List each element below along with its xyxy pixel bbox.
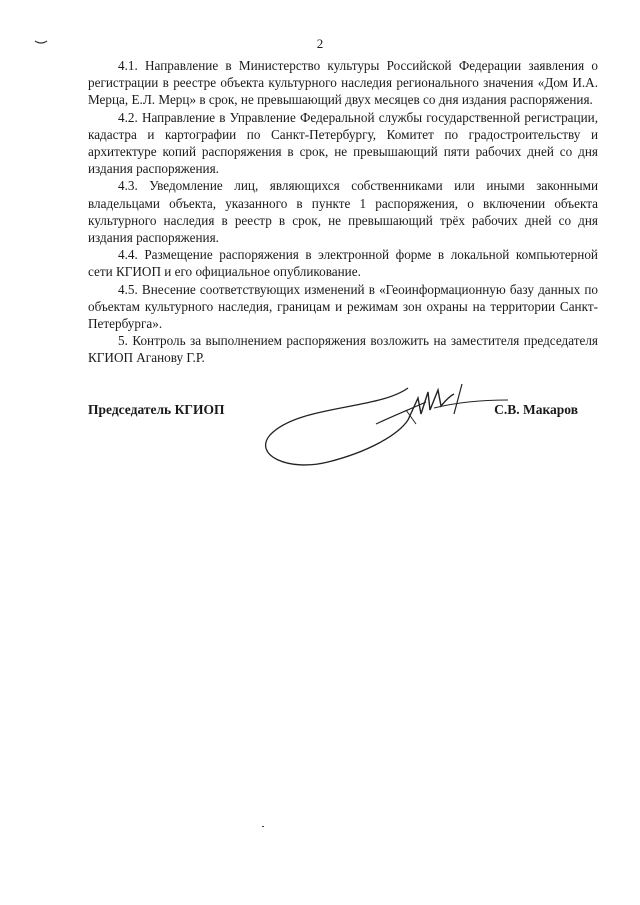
page-number: 2 (316, 36, 324, 51)
signatory-name: С.В. Макаров (494, 402, 578, 417)
document-body (88, 57, 598, 367)
signature-block (88, 398, 598, 488)
paragraph-4-5: 4.5. Внесение соответствующих изменений в «Геоинформационную базу данных по объектам культурного наследия, границам и режимам зон охраны на территории Санкт-Петербурга». (88, 281, 598, 332)
scan-mark (34, 40, 48, 44)
paragraph-4-4: 4.4. Размещение распоряжения в электронной форме в локальной компьютерной сети КГИОП и его официальное опубликование. (88, 247, 598, 280)
signatory-position: Председатель КГИОП (88, 402, 225, 417)
paragraph-4-1: 4.1. Направление в Министерство культуры Российской Федерации заявления о регистрации в реестре объекта культурного наследия регионального значения «Дом И.А. Мерца, Е.Л. Мерц» в срок, не превышающий двух месяцев со дня издания распоряжения. (88, 58, 598, 108)
scan-artifact-dot (262, 826, 264, 827)
paragraph-5: 5. Контроль за выполнением распоряжения возложить на заместителя председателя КГИОП Аганову Г.Р. (88, 333, 598, 366)
handwritten-signature (258, 380, 518, 480)
paragraph-4-2: 4.2. Направление в Управление Федеральной службы государственной регистрации, кадастра и картографии по Санкт-Петербургу, Комитет по градостроительству и архитектуре копий распоряжения в срок, не превышающий пяти рабочих дней со дня издания распоряжения. (88, 109, 598, 177)
paragraph-4-3: 4.3. Уведомление лиц, являющихся собственниками или иными законными владельцами объекта, указанного в пункте 1 распоряжения, о включении объекта культурного наследия в реестр в срок, не превышающий трёх рабочих дней со дня издания распоряжения. (88, 178, 598, 246)
